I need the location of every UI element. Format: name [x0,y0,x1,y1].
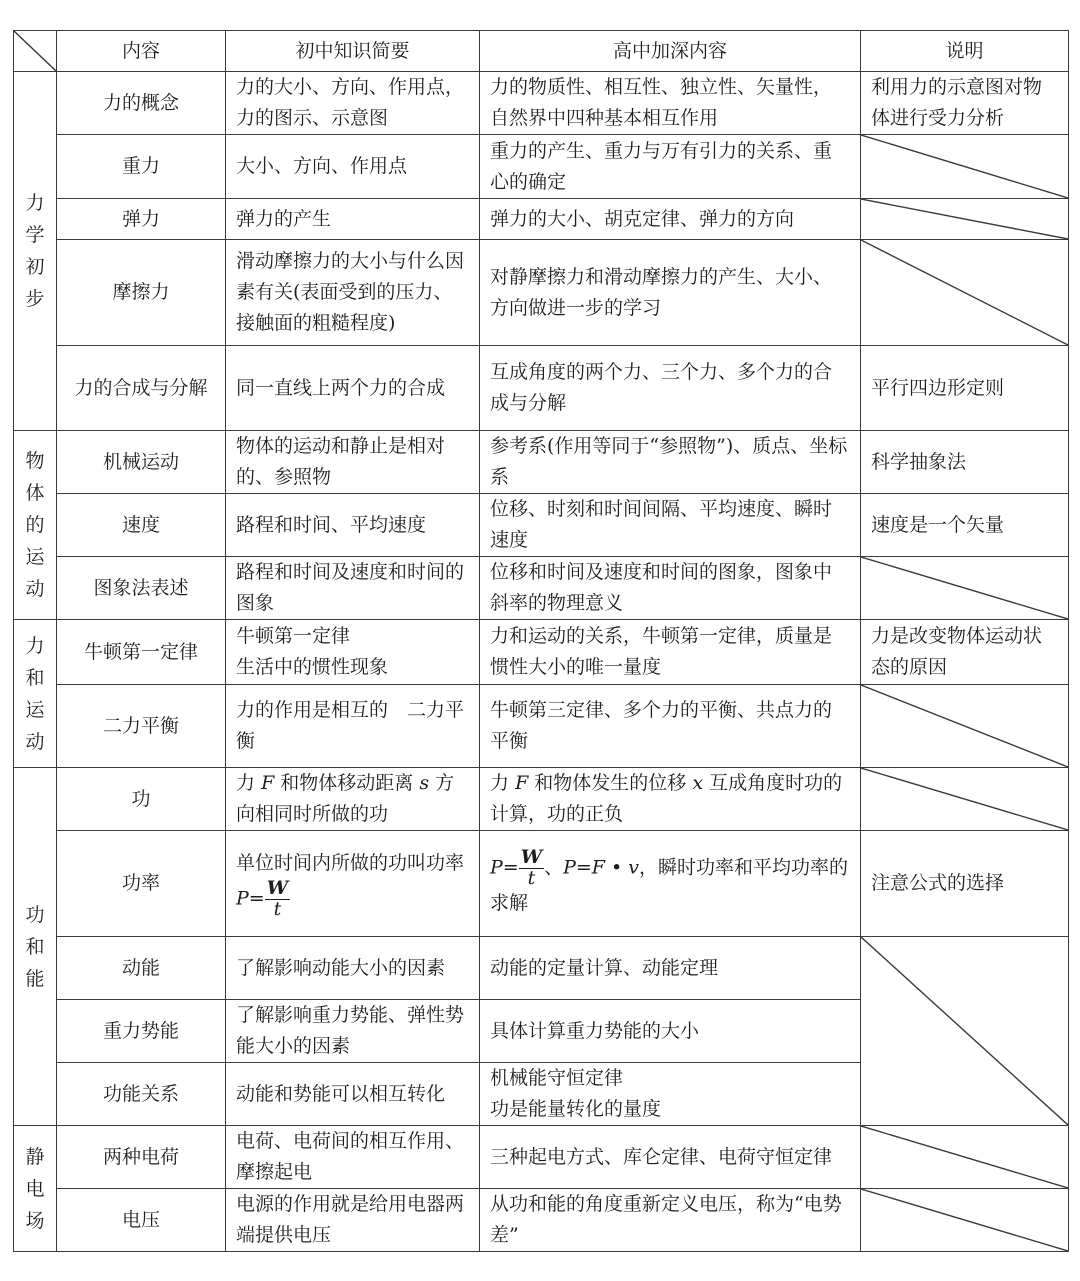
senior-cell: 参考系(作用等同于“参照物”)、质点、坐标系 [480,431,861,494]
table-row [14,135,1069,199]
senior-cell: 弹力的大小、胡克定律、弹力的方向 [480,199,861,240]
empty-note-cell [861,685,1069,768]
corner-diagonal-line [14,31,56,71]
note-cell: 科学抽象法 [861,431,1069,494]
corner-cell [14,31,57,72]
table-row [14,831,1069,937]
empty-note-cell [861,135,1069,199]
topic-cell: 功率 [57,831,226,937]
senior-cell: 力 F 和物体发生的位移 x 互成角度时功的计算，功的正负 [480,768,861,831]
topic-cell: 两种电荷 [57,1126,226,1189]
topic-cell: 二力平衡 [57,685,226,768]
header-row [14,31,1069,72]
topic-cell: 功能关系 [57,1063,226,1126]
senior-cell: 重力的产生、重力与万有引力的关系、重心的确定 [480,135,861,199]
knowledge-table-container [13,30,1068,1252]
table-row [14,240,1069,346]
table-row [14,685,1069,768]
note-cell: 平行四边形定则 [861,346,1069,431]
table-row [14,494,1069,557]
diagonal-line [861,199,1068,239]
junior-cell: 大小、方向、作用点 [226,135,480,199]
junior-cell: 了解影响动能大小的因素 [226,937,480,1000]
junior-cell: 滑动摩擦力的大小与什么因素有关(表面受到的压力、接触面的粗糙程度) [226,240,480,346]
table-row [14,557,1069,620]
empty-note-cell [861,1189,1069,1252]
junior-cell [226,620,480,685]
note-cell: 力是改变物体运动状态的原因 [861,620,1069,685]
category-electrostatics: 静电场 [14,1126,57,1252]
senior-cell: 牛顿第三定律、多个力的平衡、共点力的平衡 [480,685,861,768]
junior-cell: 单位时间内所做的功叫功率 P= $\frac{W}{t}$ [226,831,480,937]
senior-cell: P= $\frac{W}{t}$ 、P=F • v，瞬时功率和平均功率的求解 [480,831,861,937]
senior-cell: 位移和时间及速度和时间的图象，图象中斜率的物理意义 [480,557,861,620]
note-cell: 注意公式的选择 [861,831,1069,937]
topic-cell: 力的合成与分解 [57,346,226,431]
empty-note-cell [861,768,1069,831]
diagonal-line [861,1189,1068,1251]
diagonal-line [861,1126,1068,1188]
senior-cell: 力的物质性、相互性、独立性、矢量性，自然界中四种基本相互作用 [480,72,861,135]
junior-cell: 路程和时间及速度和时间的图象 [226,557,480,620]
junior-line-2: 生活中的惯性现象 [236,656,389,678]
junior-cell: 电荷、电荷间的相互作用、摩擦起电 [226,1126,480,1189]
category-motion: 物体的运动 [14,431,57,620]
topic-cell: 弹力 [57,199,226,240]
senior-cell: 具体计算重力势能的大小 [480,1000,861,1063]
senior-cell [480,1063,861,1126]
power-fraction: $\frac{W}{t}$ [266,876,289,920]
table-row [14,346,1069,431]
diagonal-line [861,685,1068,767]
topic-cell: 图象法表述 [57,557,226,620]
topic-cell: 速度 [57,494,226,557]
table-row [14,199,1069,240]
diagonal-line [861,557,1068,619]
table-row [14,937,1069,1000]
header-junior: 初中知识简要 [226,31,480,72]
topic-cell: 力的概念 [57,72,226,135]
table-row [14,620,1069,685]
knowledge-table [13,30,1069,1252]
junior-cell: 电源的作用就是给用电器两端提供电压 [226,1189,480,1252]
header-content: 内容 [57,31,226,72]
topic-cell: 功 [57,768,226,831]
diagonal-line [861,768,1068,830]
senior-cell: 位移、时刻和时间间隔、平均速度、瞬时速度 [480,494,861,557]
note-cell: 速度是一个矢量 [861,494,1069,557]
junior-cell: 力的作用是相互的 二力平衡 [226,685,480,768]
empty-note-cell [861,199,1069,240]
senior-cell: 从功和能的角度重新定义电压，称为“电势差” [480,1189,861,1252]
senior-cell: 对静摩擦力和滑动摩擦力的产生、大小、方向做进一步的学习 [480,240,861,346]
junior-cell: 了解影响重力势能、弹性势能大小的因素 [226,1000,480,1063]
diagonal-line [861,135,1068,198]
table-row [14,768,1069,831]
junior-cell: 同一直线上两个力的合成 [226,346,480,431]
empty-note-cell [861,1126,1069,1189]
junior-cell: 路程和时间、平均速度 [226,494,480,557]
category-force-motion: 力和运动 [14,620,57,768]
table-row [14,431,1069,494]
senior-cell: 动能的定量计算、动能定理 [480,937,861,1000]
senior-line-1: 机械能守恒定律 [490,1067,624,1089]
category-work-energy: 功和能 [14,768,57,1126]
senior-cell: 互成角度的两个力、三个力、多个力的合成与分解 [480,346,861,431]
topic-cell: 摩擦力 [57,240,226,346]
category-mechanics: 力学初步 [14,72,57,431]
topic-cell: 重力势能 [57,1000,226,1063]
topic-cell: 牛顿第一定律 [57,620,226,685]
senior-line-2: 功是能量转化的量度 [490,1098,662,1120]
empty-note-cell [861,557,1069,620]
topic-cell: 电压 [57,1189,226,1252]
table-row [14,1126,1069,1189]
diagonal-line [861,937,1068,1125]
topic-cell: 动能 [57,937,226,1000]
topic-cell: 机械运动 [57,431,226,494]
empty-note-cell [861,240,1069,346]
topic-cell: 重力 [57,135,226,199]
empty-note-cell [861,937,1069,1126]
junior-line-1: 牛顿第一定律 [236,625,351,647]
junior-cell: 力 F 和物体移动距离 s 方向相同时所做的功 [226,768,480,831]
note-cell: 利用力的示意图对物体进行受力分析 [861,72,1069,135]
header-note: 说明 [861,31,1069,72]
junior-cell: 物体的运动和静止是相对的、参照物 [226,431,480,494]
senior-cell: 力和运动的关系，牛顿第一定律，质量是惯性大小的唯一量度 [480,620,861,685]
table-row [14,72,1069,135]
table-row [14,1189,1069,1252]
junior-cell: 力的大小、方向、作用点，力的图示、示意图 [226,72,480,135]
junior-cell: 动能和势能可以相互转化 [226,1063,480,1126]
header-senior: 高中加深内容 [480,31,861,72]
junior-cell: 弹力的产生 [226,199,480,240]
diagonal-line [861,240,1068,345]
power-fraction-senior: $\frac{W}{t}$ [520,845,543,889]
senior-cell: 三种起电方式、库仑定律、电荷守恒定律 [480,1126,861,1189]
